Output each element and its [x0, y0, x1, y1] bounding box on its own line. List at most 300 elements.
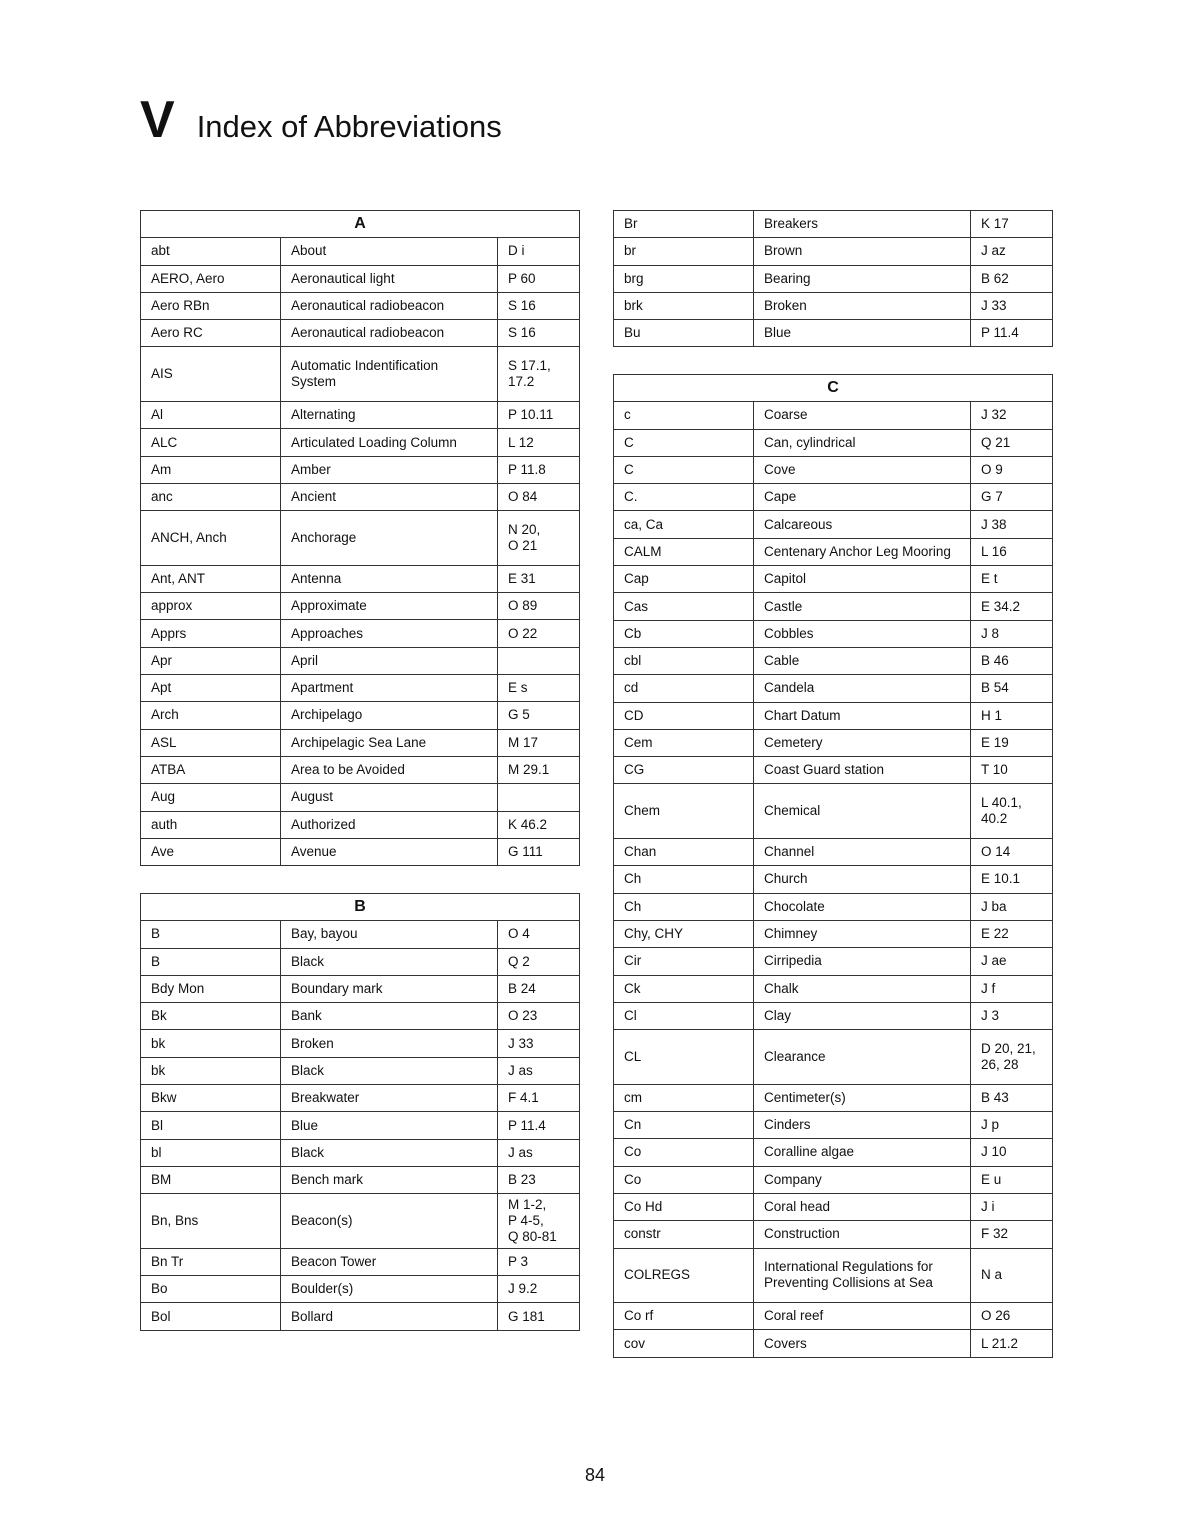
reference-cell: J f — [971, 975, 1053, 1002]
reference-cell: O 4 — [498, 921, 580, 948]
abbreviation-cell: Arch — [141, 702, 281, 729]
abbreviation-cell: Apprs — [141, 620, 281, 647]
table-row — [141, 1003, 580, 1030]
abbreviation-cell: Am — [141, 456, 281, 483]
table-row — [614, 866, 1053, 893]
reference-cell: H 1 — [971, 702, 1053, 729]
reference-cell: J 9.2 — [498, 1276, 580, 1303]
table-row — [141, 1166, 580, 1193]
meaning-cell: Coast Guard station — [754, 757, 971, 784]
meaning-cell: Bench mark — [281, 1166, 498, 1193]
table-row — [141, 975, 580, 1002]
table-row — [614, 265, 1053, 292]
table-row — [141, 1303, 580, 1330]
abbreviation-cell: ASL — [141, 729, 281, 756]
abbreviation-cell: CG — [614, 757, 754, 784]
reference-cell: S 17.1, 17.2 — [498, 347, 580, 402]
reference-cell: N a — [971, 1248, 1053, 1303]
table-row — [141, 429, 580, 456]
reference-cell: E t — [971, 566, 1053, 593]
table-header-row — [614, 375, 1053, 402]
table-row — [614, 729, 1053, 756]
reference-cell: P 11.4 — [498, 1112, 580, 1139]
meaning-cell: Approximate — [281, 593, 498, 620]
abbreviation-cell: COLREGS — [614, 1248, 754, 1303]
table-row — [614, 702, 1053, 729]
abbreviation-cell: bk — [141, 1030, 281, 1057]
meaning-cell: Black — [281, 1057, 498, 1084]
reference-cell: M 29.1 — [498, 756, 580, 783]
meaning-cell: Automatic Indentification System — [281, 347, 498, 402]
table-row — [614, 429, 1053, 456]
meaning-cell: Bay, bayou — [281, 921, 498, 948]
abbreviation-cell: Ch — [614, 893, 754, 920]
table-row — [141, 1194, 580, 1249]
abbreviation-cell: Bol — [141, 1303, 281, 1330]
abbreviation-cell: bk — [141, 1057, 281, 1084]
meaning-cell: Covers — [754, 1330, 971, 1357]
abbreviation-cell: cov — [614, 1330, 754, 1357]
table-row — [614, 1139, 1053, 1166]
meaning-cell: Can, cylindrical — [754, 429, 971, 456]
section-header-a: A — [141, 211, 580, 238]
meaning-cell: Archipelagic Sea Lane — [281, 729, 498, 756]
meaning-cell: Chocolate — [754, 893, 971, 920]
abbreviation-cell: Cap — [614, 566, 754, 593]
table-row — [141, 265, 580, 292]
abbreviation-cell: anc — [141, 483, 281, 510]
abbreviation-cell: Ch — [614, 866, 754, 893]
meaning-cell: Candela — [754, 675, 971, 702]
meaning-cell: Capitol — [754, 566, 971, 593]
section-header-b: B — [141, 894, 580, 921]
reference-cell: J p — [971, 1112, 1053, 1139]
table-row — [141, 320, 580, 347]
table-row — [614, 292, 1053, 319]
meaning-cell: Area to be Avoided — [281, 756, 498, 783]
meaning-cell: Articulated Loading Column — [281, 429, 498, 456]
table-row — [141, 483, 580, 510]
abbreviation-cell: Bl — [141, 1112, 281, 1139]
meaning-cell: Ancient — [281, 483, 498, 510]
abbreviation-cell: Cn — [614, 1112, 754, 1139]
abbreviation-cell: Apr — [141, 647, 281, 674]
table-row — [141, 456, 580, 483]
meaning-cell: Calcareous — [754, 511, 971, 538]
table-b-continued — [613, 210, 1053, 347]
reference-cell: O 14 — [971, 839, 1053, 866]
meaning-cell: Broken — [754, 292, 971, 319]
table-row — [141, 921, 580, 948]
reference-cell: L 21.2 — [971, 1330, 1053, 1357]
abbreviation-cell: Bu — [614, 320, 754, 347]
reference-cell: L 12 — [498, 429, 580, 456]
abbreviation-cell: Chan — [614, 839, 754, 866]
abbreviation-cell: Bdy Mon — [141, 975, 281, 1002]
reference-cell: Q 21 — [971, 429, 1053, 456]
meaning-cell: Aeronautical light — [281, 265, 498, 292]
reference-cell: O 23 — [498, 1003, 580, 1030]
table-row — [614, 675, 1053, 702]
meaning-cell: Company — [754, 1166, 971, 1193]
meaning-cell: Coralline algae — [754, 1139, 971, 1166]
table-row — [614, 920, 1053, 947]
meaning-cell: Chimney — [754, 920, 971, 947]
reference-cell: L 40.1, 40.2 — [971, 784, 1053, 839]
meaning-cell: Centimeter(s) — [754, 1084, 971, 1111]
reference-cell: P 10.11 — [498, 402, 580, 429]
abbreviation-cell: ALC — [141, 429, 281, 456]
abbreviation-cell: C — [614, 429, 754, 456]
table-row — [141, 1030, 580, 1057]
abbreviation-cell: Cas — [614, 593, 754, 620]
table-row — [141, 511, 580, 566]
table-row — [141, 675, 580, 702]
table-row — [141, 1112, 580, 1139]
abbreviation-cell: CL — [614, 1030, 754, 1085]
table-row — [614, 593, 1053, 620]
abbreviation-cell: Cem — [614, 729, 754, 756]
table-row — [141, 402, 580, 429]
abbreviation-cell: Co — [614, 1166, 754, 1193]
abbreviation-cell: brk — [614, 292, 754, 319]
reference-cell: D 20, 21, 26, 28 — [971, 1030, 1053, 1085]
meaning-cell: Apartment — [281, 675, 498, 702]
abbreviation-cell: Aero RBn — [141, 292, 281, 319]
table-row — [614, 1112, 1053, 1139]
table-row — [614, 538, 1053, 565]
reference-cell: K 46.2 — [498, 811, 580, 838]
table-b — [140, 893, 580, 1331]
table-row — [614, 1166, 1053, 1193]
meaning-cell: International Regulations for Preventing Collisions at Sea — [754, 1248, 971, 1303]
reference-cell: J as — [498, 1057, 580, 1084]
reference-cell: B 54 — [971, 675, 1053, 702]
abbreviation-cell: Co Hd — [614, 1193, 754, 1220]
meaning-cell: Blue — [754, 320, 971, 347]
reference-cell: G 7 — [971, 484, 1053, 511]
reference-cell: J az — [971, 238, 1053, 265]
table-row — [614, 1221, 1053, 1248]
page-title: Index of Abbreviations — [196, 109, 502, 144]
reference-cell: P 3 — [498, 1248, 580, 1275]
meaning-cell: Chalk — [754, 975, 971, 1002]
table-row — [614, 211, 1053, 238]
reference-cell: O 84 — [498, 483, 580, 510]
abbreviation-cell: abt — [141, 238, 281, 265]
meaning-cell: Brown — [754, 238, 971, 265]
table-row — [614, 456, 1053, 483]
abbreviation-cell: brg — [614, 265, 754, 292]
page-heading — [140, 92, 502, 155]
table-row — [614, 757, 1053, 784]
reference-cell: J 10 — [971, 1139, 1053, 1166]
table-row — [141, 948, 580, 975]
reference-cell: E 34.2 — [971, 593, 1053, 620]
abbreviation-cell: Co — [614, 1139, 754, 1166]
reference-cell: D i — [498, 238, 580, 265]
reference-cell — [498, 647, 580, 674]
abbreviation-cell: Bo — [141, 1276, 281, 1303]
meaning-cell: Black — [281, 1139, 498, 1166]
abbreviation-cell: Cl — [614, 1002, 754, 1029]
reference-cell — [498, 784, 580, 811]
abbreviation-cell: B — [141, 948, 281, 975]
meaning-cell: Aeronautical radiobeacon — [281, 320, 498, 347]
reference-cell: J as — [498, 1139, 580, 1166]
abbreviation-cell: Ave — [141, 838, 281, 865]
table-row — [141, 347, 580, 402]
meaning-cell: Coral reef — [754, 1303, 971, 1330]
table-header-row — [141, 211, 580, 238]
table-row — [614, 511, 1053, 538]
abbreviation-cell: Chy, CHY — [614, 920, 754, 947]
reference-cell: N 20, O 21 — [498, 511, 580, 566]
reference-cell: B 24 — [498, 975, 580, 1002]
table-row — [141, 838, 580, 865]
meaning-cell: Cobbles — [754, 620, 971, 647]
abbreviation-cell: Cir — [614, 948, 754, 975]
section-header-c: C — [614, 375, 1053, 402]
table-row — [614, 620, 1053, 647]
reference-cell: F 32 — [971, 1221, 1053, 1248]
abbreviation-cell: CALM — [614, 538, 754, 565]
table-row — [141, 238, 580, 265]
meaning-cell: Beacon Tower — [281, 1248, 498, 1275]
table-header-row — [141, 894, 580, 921]
reference-cell: J i — [971, 1193, 1053, 1220]
table-row — [614, 1248, 1053, 1303]
abbreviation-cell: Ck — [614, 975, 754, 1002]
meaning-cell: August — [281, 784, 498, 811]
meaning-cell: Beacon(s) — [281, 1194, 498, 1249]
abbreviation-cell: cm — [614, 1084, 754, 1111]
abbreviation-cell: ATBA — [141, 756, 281, 783]
abbreviation-cell: AIS — [141, 347, 281, 402]
abbreviation-cell: approx — [141, 593, 281, 620]
reference-cell: B 46 — [971, 647, 1053, 674]
abbreviation-cell: ANCH, Anch — [141, 511, 281, 566]
reference-cell: P 60 — [498, 265, 580, 292]
table-row — [614, 566, 1053, 593]
reference-cell: E 22 — [971, 920, 1053, 947]
table-row — [614, 784, 1053, 839]
table-row — [614, 1002, 1053, 1029]
table-row — [141, 729, 580, 756]
meaning-cell: Bank — [281, 1003, 498, 1030]
meaning-cell: Church — [754, 866, 971, 893]
meaning-cell: Approaches — [281, 620, 498, 647]
reference-cell: O 26 — [971, 1303, 1053, 1330]
table-row — [141, 292, 580, 319]
table-row — [614, 839, 1053, 866]
reference-cell: G 181 — [498, 1303, 580, 1330]
reference-cell: J 8 — [971, 620, 1053, 647]
meaning-cell: Archipelago — [281, 702, 498, 729]
meaning-cell: Aeronautical radiobeacon — [281, 292, 498, 319]
meaning-cell: Cable — [754, 647, 971, 674]
abbreviation-cell: Br — [614, 211, 754, 238]
section-letter: V — [140, 91, 175, 149]
reference-cell: O 9 — [971, 456, 1053, 483]
meaning-cell: Castle — [754, 593, 971, 620]
abbreviation-cell: c — [614, 402, 754, 429]
reference-cell: L 16 — [971, 538, 1053, 565]
meaning-cell: Channel — [754, 839, 971, 866]
table-row — [141, 1085, 580, 1112]
meaning-cell: Alternating — [281, 402, 498, 429]
table-a — [140, 210, 580, 866]
table-row — [614, 320, 1053, 347]
table-row — [141, 565, 580, 592]
meaning-cell: Boundary mark — [281, 975, 498, 1002]
meaning-cell: Cove — [754, 456, 971, 483]
abbreviation-cell: br — [614, 238, 754, 265]
table-row — [614, 1193, 1053, 1220]
abbreviation-cell: Chem — [614, 784, 754, 839]
abbreviation-cell: bl — [141, 1139, 281, 1166]
meaning-cell: Coral head — [754, 1193, 971, 1220]
reference-cell: E s — [498, 675, 580, 702]
reference-cell: J ba — [971, 893, 1053, 920]
meaning-cell: Breakwater — [281, 1085, 498, 1112]
reference-cell: J 33 — [971, 292, 1053, 319]
abbreviation-cell: CD — [614, 702, 754, 729]
reference-cell: S 16 — [498, 292, 580, 319]
table-row — [141, 593, 580, 620]
reference-cell: G 111 — [498, 838, 580, 865]
abbreviation-cell: C. — [614, 484, 754, 511]
meaning-cell: Blue — [281, 1112, 498, 1139]
meaning-cell: Clay — [754, 1002, 971, 1029]
table-row — [614, 975, 1053, 1002]
abbreviation-cell: Bkw — [141, 1085, 281, 1112]
reference-cell: E 19 — [971, 729, 1053, 756]
table-row — [614, 1303, 1053, 1330]
table-row — [614, 238, 1053, 265]
abbreviation-cell: Aero RC — [141, 320, 281, 347]
table-row — [141, 702, 580, 729]
meaning-cell: Boulder(s) — [281, 1276, 498, 1303]
reference-cell: J 32 — [971, 402, 1053, 429]
table-row — [614, 647, 1053, 674]
reference-cell: G 5 — [498, 702, 580, 729]
abbreviation-cell: Aug — [141, 784, 281, 811]
meaning-cell: Cinders — [754, 1112, 971, 1139]
abbreviation-cell: Apt — [141, 675, 281, 702]
abbreviation-cell: B — [141, 921, 281, 948]
reference-cell: F 4.1 — [498, 1085, 580, 1112]
table-row — [141, 784, 580, 811]
table-row — [141, 647, 580, 674]
meaning-cell: Cape — [754, 484, 971, 511]
reference-cell: J 3 — [971, 1002, 1053, 1029]
abbreviation-cell: Co rf — [614, 1303, 754, 1330]
reference-cell: J 38 — [971, 511, 1053, 538]
table-c — [613, 374, 1053, 1358]
abbreviation-cell: Bk — [141, 1003, 281, 1030]
abbreviation-cell: Ant, ANT — [141, 565, 281, 592]
meaning-cell: April — [281, 647, 498, 674]
abbreviation-cell: Al — [141, 402, 281, 429]
meaning-cell: Chart Datum — [754, 702, 971, 729]
reference-cell: T 10 — [971, 757, 1053, 784]
table-row — [614, 948, 1053, 975]
meaning-cell: Antenna — [281, 565, 498, 592]
abbreviation-cell: AERO, Aero — [141, 265, 281, 292]
reference-cell: M 1-2, P 4-5, Q 80-81 — [498, 1194, 580, 1249]
table-row — [141, 1276, 580, 1303]
meaning-cell: Breakers — [754, 211, 971, 238]
table-row — [614, 1330, 1053, 1357]
abbreviation-cell: cd — [614, 675, 754, 702]
reference-cell: J 33 — [498, 1030, 580, 1057]
meaning-cell: Black — [281, 948, 498, 975]
meaning-cell: Anchorage — [281, 511, 498, 566]
table-row — [141, 1057, 580, 1084]
reference-cell: P 11.4 — [971, 320, 1053, 347]
abbreviation-cell: C — [614, 456, 754, 483]
reference-cell: O 22 — [498, 620, 580, 647]
reference-cell: E 31 — [498, 565, 580, 592]
reference-cell: P 11.8 — [498, 456, 580, 483]
reference-cell: B 43 — [971, 1084, 1053, 1111]
meaning-cell: Chemical — [754, 784, 971, 839]
reference-cell: E u — [971, 1166, 1053, 1193]
abbreviation-cell: Bn, Bns — [141, 1194, 281, 1249]
reference-cell: Q 2 — [498, 948, 580, 975]
meaning-cell: Authorized — [281, 811, 498, 838]
reference-cell: E 10.1 — [971, 866, 1053, 893]
abbreviation-cell: auth — [141, 811, 281, 838]
table-row — [141, 1248, 580, 1275]
table-row — [614, 402, 1053, 429]
meaning-cell: Broken — [281, 1030, 498, 1057]
meaning-cell: Bollard — [281, 1303, 498, 1330]
reference-cell: B 62 — [971, 265, 1053, 292]
meaning-cell: Cemetery — [754, 729, 971, 756]
reference-cell: S 16 — [498, 320, 580, 347]
abbreviation-cell: BM — [141, 1166, 281, 1193]
table-row — [614, 893, 1053, 920]
meaning-cell: Cirripedia — [754, 948, 971, 975]
meaning-cell: Amber — [281, 456, 498, 483]
abbreviation-cell: Cb — [614, 620, 754, 647]
table-row — [614, 1084, 1053, 1111]
reference-cell: M 17 — [498, 729, 580, 756]
table-row — [141, 756, 580, 783]
meaning-cell: Avenue — [281, 838, 498, 865]
table-row — [141, 620, 580, 647]
table-row — [614, 484, 1053, 511]
abbreviation-cell: constr — [614, 1221, 754, 1248]
meaning-cell: About — [281, 238, 498, 265]
table-row — [614, 1030, 1053, 1085]
page-number: 84 — [584, 1465, 606, 1485]
abbreviation-cell: cbl — [614, 647, 754, 674]
table-row — [141, 1139, 580, 1166]
table-row — [141, 811, 580, 838]
abbreviation-cell: Bn Tr — [141, 1248, 281, 1275]
reference-cell: B 23 — [498, 1166, 580, 1193]
meaning-cell: Clearance — [754, 1030, 971, 1085]
abbreviation-cell: ca, Ca — [614, 511, 754, 538]
meaning-cell: Bearing — [754, 265, 971, 292]
meaning-cell: Coarse — [754, 402, 971, 429]
meaning-cell: Centenary Anchor Leg Mooring — [754, 538, 971, 565]
reference-cell: O 89 — [498, 593, 580, 620]
meaning-cell: Construction — [754, 1221, 971, 1248]
